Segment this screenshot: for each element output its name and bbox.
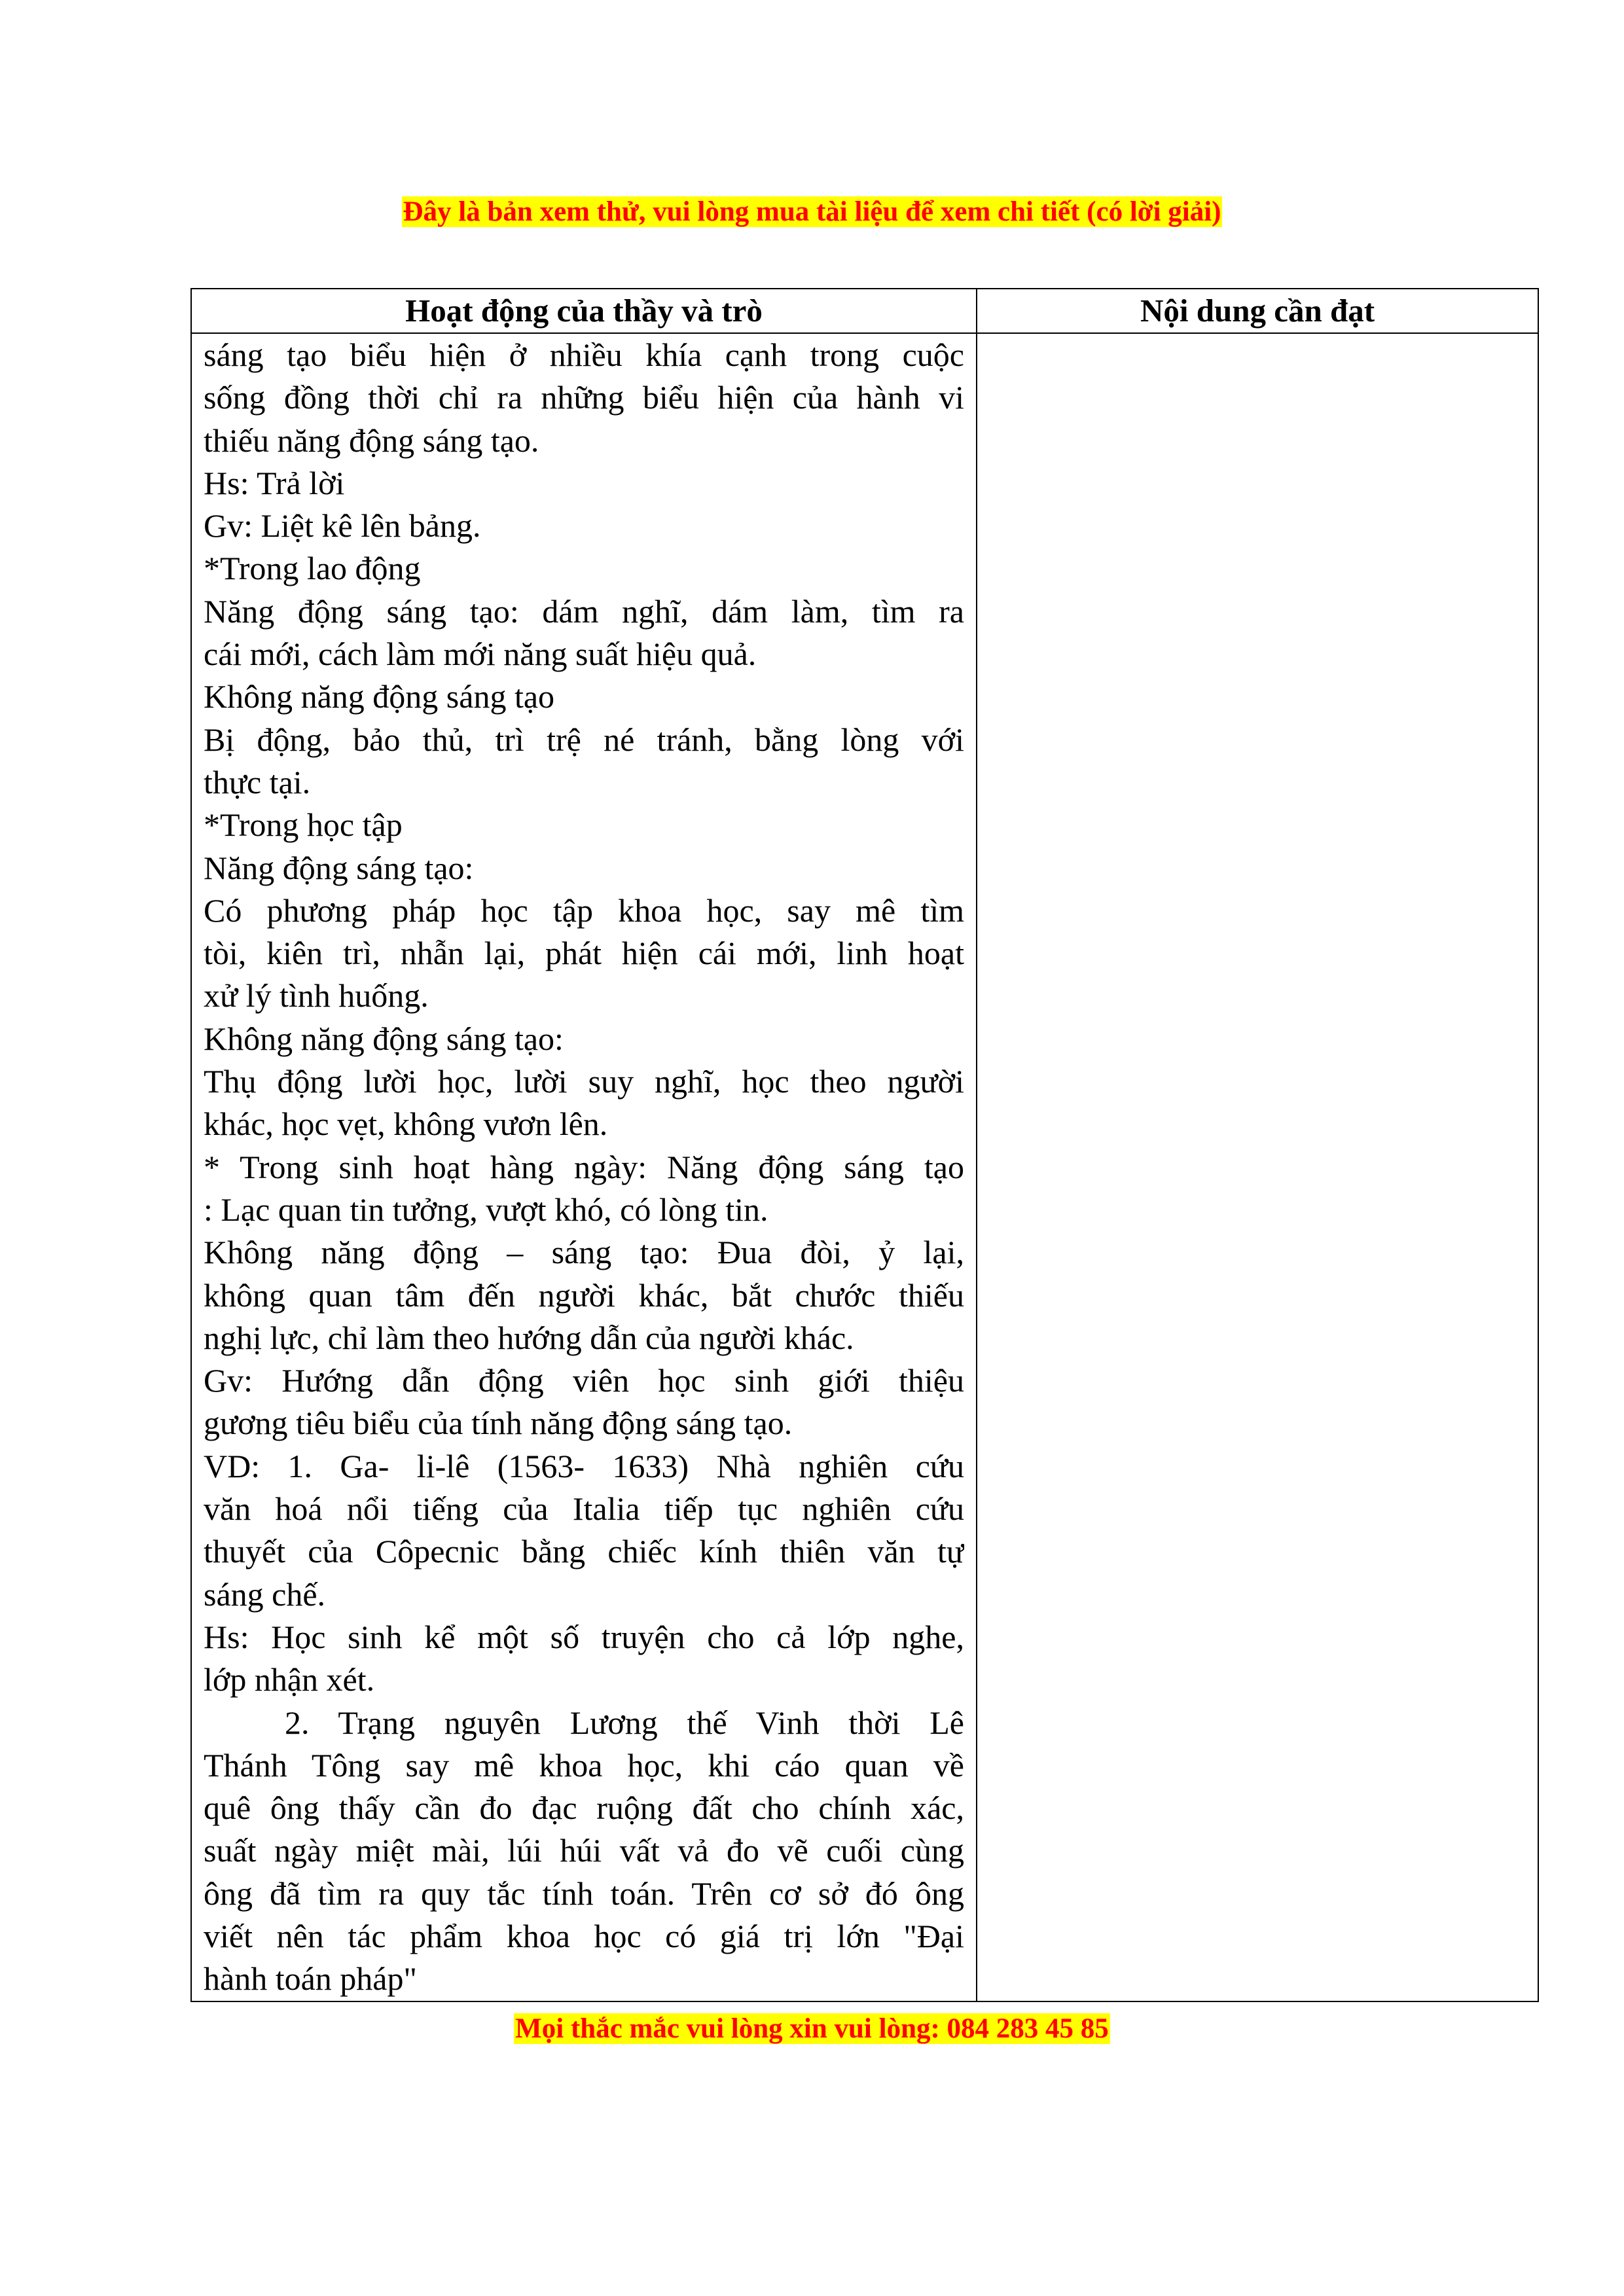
text-line: : Lạc quan tin tưởng, vượt khó, có lòng tin. (204, 1191, 768, 1228)
lesson-plan-table (190, 288, 1539, 2002)
text-line: ông đã tìm ra quy tắc tính toán. Trên cơ sở đó ông (204, 1874, 964, 1912)
preview-notice (0, 192, 1624, 232)
text-line: hành toán pháp" (204, 1960, 417, 1998)
text-line: Không năng động sáng tạo (204, 678, 555, 715)
text-line: Không năng động sáng tạo: (204, 1020, 564, 1057)
text-line: thiếu năng động sáng tạo. (204, 422, 539, 459)
text-line: quê ông thấy cần đo đạc ruộng đất cho chính xác, (204, 1789, 964, 1827)
text-line: *Trong lao động (204, 550, 421, 587)
text-line: Thụ động lười học, lười suy nghĩ, học theo người (204, 1063, 964, 1100)
text-line: nghị lực, chỉ làm theo hướng dẫn của người khác. (204, 1319, 854, 1356)
table-header-row (191, 289, 1538, 333)
text-line: Hs: Trả lời (204, 464, 345, 501)
text-line: khác, học vẹt, không vươn lên. (204, 1105, 608, 1143)
text-line: sáng tạo biểu hiện ở nhiều khía cạnh trong cuộc (204, 336, 964, 373)
preview-notice-text: Đây là bản xem thử, vui lòng mua tài liệu để xem chi tiết (có lời giải) (403, 196, 1221, 227)
text-line: thuyết của Côpecnic bằng chiếc kính thiên văn tự (204, 1533, 964, 1570)
contact-notice (0, 2009, 1624, 2049)
header-teacher-student-activities: Hoạt động của thầy và trò (191, 289, 977, 333)
text-line: suất ngày miệt mài, lúi húi vất vả đo vẽ cuối cùng (204, 1832, 964, 1869)
text-line: *Trong học tập (204, 806, 403, 844)
contact-notice-text: Mọi thắc mắc vui lòng xin vui lòng: 084 283 45 85 (515, 2013, 1109, 2044)
text-line: tòi, kiên trì, nhẫn lại, phát hiện cái mới, linh hoạt (204, 935, 964, 972)
text-line: Năng động sáng tạo: (204, 849, 474, 886)
text-line: không quan tâm đến người khác, bắt chước thiếu (204, 1276, 964, 1314)
text-line: Năng động sáng tạo: dám nghĩ, dám làm, tìm ra (204, 592, 964, 630)
text-line: thực tại. (204, 763, 311, 800)
text-line: 2. Trạng nguyên Lương thế Vinh thời Lê (285, 1704, 964, 1741)
text-line: Thánh Tông say mê khoa học, khi cáo quan về (204, 1746, 964, 1784)
text-line: lớp nhận xét. (204, 1661, 375, 1698)
text-line: sáng chế. (204, 1575, 326, 1613)
text-line: sống đồng thời chỉ ra những biểu hiện của hành vi (204, 379, 964, 416)
activities-cell (191, 333, 977, 2001)
text-line: Gv: Hướng dẫn động viên học sinh giới thiệu (204, 1362, 964, 1399)
text-line: viết nên tác phẩm khoa học có giá trị lớn "Đại (204, 1917, 964, 1954)
text-line: cái mới, cách làm mới năng suất hiệu quả. (204, 636, 757, 673)
text-line: Có phương pháp học tập khoa học, say mê tìm (204, 891, 964, 929)
text-line: Hs: Học sinh kể một số truyện cho cả lớp nghe, (204, 1618, 964, 1655)
text-line: Không năng động – sáng tạo: Đua đòi, ỷ lại, (204, 1234, 964, 1271)
text-line: văn hoá nổi tiếng của Italia tiếp tục nghiên cứu (204, 1490, 964, 1528)
text-line: gương tiêu biểu của tính năng động sáng tạo. (204, 1405, 793, 1442)
activities-text (204, 334, 964, 2001)
text-line: Bị động, bảo thủ, trì trệ né tránh, bằng lòng với (204, 721, 964, 758)
text-line: Gv: Liệt kê lên bảng. (204, 507, 481, 545)
table-body-row (191, 333, 1538, 2001)
text-line: xử lý tình huống. (204, 977, 429, 1014)
text-line: VD: 1. Ga- li-lê (1563- 1633) Nhà nghiên cứu (204, 1447, 964, 1484)
header-required-content: Nội dung cần đạt (977, 289, 1538, 333)
content-cell (977, 333, 1538, 2001)
text-line: * Trong sinh hoạt hàng ngày: Năng động sáng tạo (204, 1148, 964, 1185)
